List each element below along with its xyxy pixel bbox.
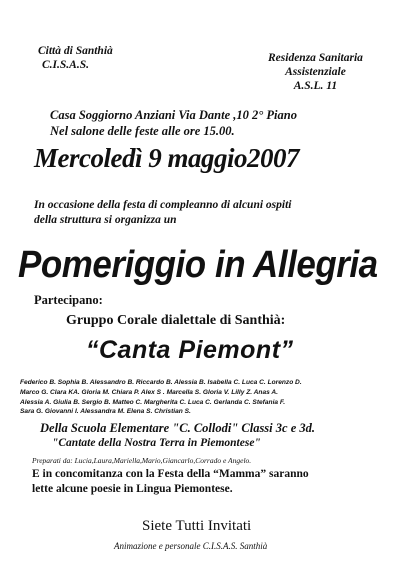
school-song: "Cantate della Nostra Terra in Piemontese" <box>52 437 261 449</box>
concomitance-line2: lette alcune poesie in Lingua Piemontese. <box>32 483 233 495</box>
residence-line3: A.S.L. 11 <box>293 80 338 92</box>
event-title: Pomeriggio in Allegria <box>18 244 378 286</box>
header-left <box>38 44 113 72</box>
concomitance-text <box>32 467 309 497</box>
participant-names <box>20 378 302 417</box>
venue-time: Nel salone delle feste alle ore 15.00. <box>50 124 235 138</box>
concomitance-line1: E in concomitanza con la Festa della “Mamma” saranno <box>32 468 309 480</box>
school-line: Della Scuola Elementare "C. Collodi" Classi 3c e 3d. <box>40 421 315 435</box>
occasion-text <box>34 198 291 228</box>
city-name: Città di Santhià <box>38 45 113 57</box>
residence-line2: Assistenziale <box>285 66 346 78</box>
organization-name: C.I.S.A.S. <box>42 59 89 71</box>
credits: Animazione e personale C.I.S.A.S. Santhià <box>114 541 268 551</box>
participants-label: Partecipano: <box>34 293 103 307</box>
names-line: Federico B. Sophia B. Alessandro B. Riccardo B. Alessia B. Isabella C. Luca C. Lorenzo D. <box>20 379 302 386</box>
invitation: Siete Tutti Invitati <box>142 518 252 534</box>
choir-group: Gruppo Corale dialettale di Santhià: <box>66 313 286 328</box>
occasion-line2: della struttura si organizza un <box>34 214 177 226</box>
names-line: Sara G. Giovanni I. Alessandra M. Elena S. Christian S. <box>20 408 191 416</box>
event-date: Mercoledì 9 maggio2007 <box>34 143 299 173</box>
occasion-line1: In occasione della festa di compleanno di alcuni ospiti <box>34 199 292 211</box>
venue-address: Casa Soggiorno Anziani Via Dante ,10 2° Piano <box>50 108 297 122</box>
residence-line1: Residenza Sanitaria <box>268 52 363 64</box>
choir-name: “Canta Piemont” <box>86 336 294 364</box>
names-line: Marco G. Clara KA. Gloria M. Chiara P. Alex S . Marcella S. Gloria V. Lilly Z. Anas A. <box>20 388 278 396</box>
prepared-by: Preparati da: Lucia,Laura,Mariella,Mario,Giancarlo,Corrado e Angelo. <box>32 456 252 465</box>
names-line: Alessia A. Giulia B. Sergio B. Matteo C. Margherita C. Luca C. Gerlanda C. Stefania F. <box>20 398 286 406</box>
header-right <box>268 51 363 93</box>
